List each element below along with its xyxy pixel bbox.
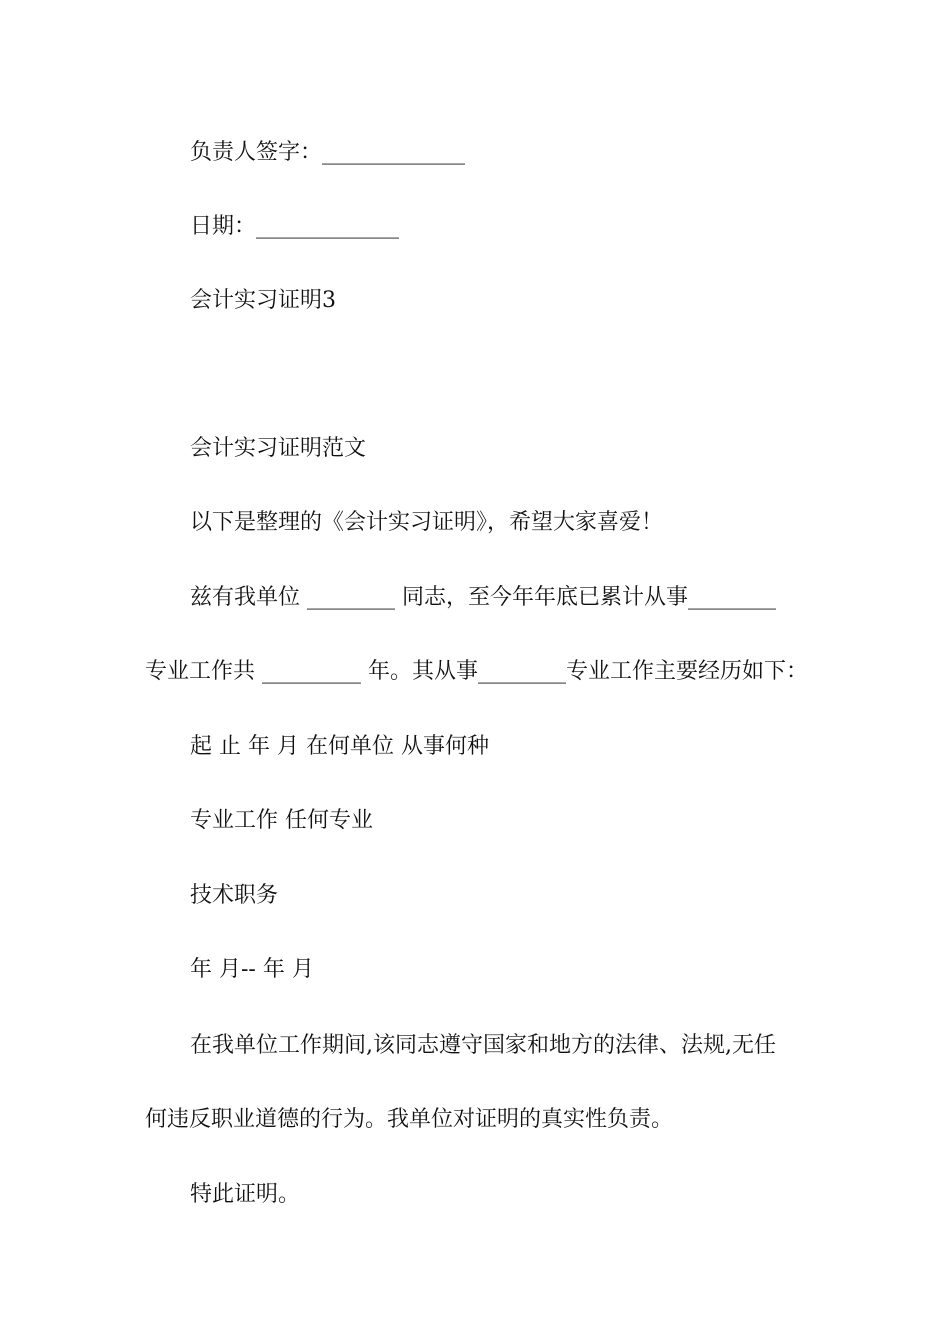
- date-range-line: 年 月-- 年 月: [190, 957, 314, 982]
- date-line: 日期：_____________: [190, 214, 400, 239]
- body-paragraph-1-line-1: 兹有我单位 ________ 同志，至今年年底已累计从事________: [190, 585, 776, 610]
- table-header-line-3: 技术职务: [190, 883, 279, 908]
- table-header-line-2: 专业工作 任何专业: [190, 808, 373, 833]
- document-title: 会计实习证明范文: [190, 436, 367, 461]
- signature-line: 负责人签字：_____________: [190, 140, 466, 165]
- closing-line: 特此证明。: [190, 1182, 301, 1207]
- body-paragraph-2-line-1: 在我单位工作期间,该同志遵守国家和地方的法律、法规,无任: [190, 1033, 776, 1058]
- table-header-line-1: 起 止 年 月 在何单位 从事何种: [190, 734, 489, 759]
- intro-paragraph: 以下是整理的《会计实习证明》，希望大家喜爱！: [190, 510, 664, 535]
- body-paragraph-2-line-2: 何违反职业道德的行为。我单位对证明的真实性负责。: [145, 1107, 674, 1132]
- section-heading: 会计实习证明3: [190, 288, 336, 313]
- body-paragraph-1-line-2: 专业工作共 _________ 年。其从事________专业工作主要经历如下：: [145, 659, 808, 684]
